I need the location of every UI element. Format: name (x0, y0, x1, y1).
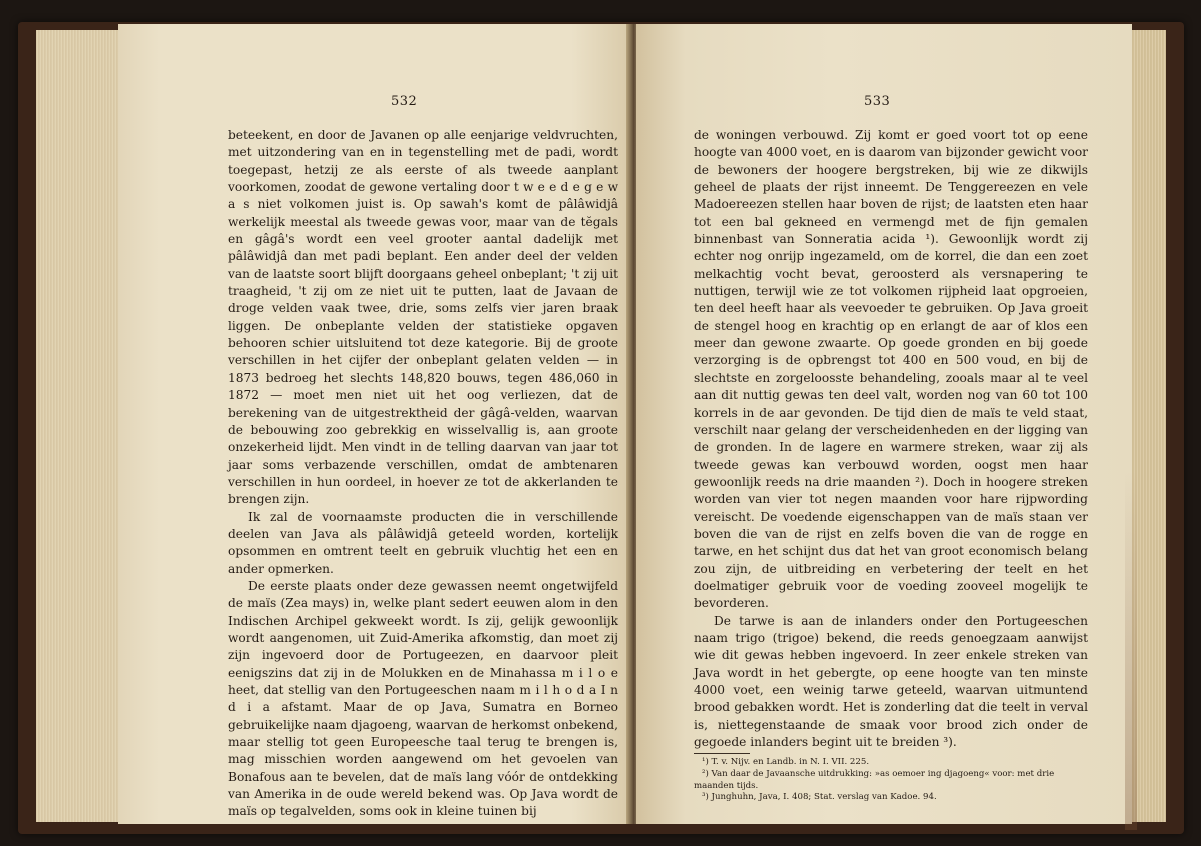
footnotes (694, 757, 1088, 803)
left-page (118, 24, 633, 824)
body-text (228, 127, 618, 821)
footnote-rule (694, 753, 750, 754)
paragraph: De tarwe is aan de inlanders onder den Portugeeschen naam trigo (trigoe) bekend, die reeds genoegzaam aanwijst wie dit gewas hebben ingevoerd. In zeer enkele streken van Java wordt in het gebergte, op eene hoogte van ten minste 4000 voet, een weinig tarwe geteeld, waarvan uitmuntend brood gebakken wordt. Het is zonderling dat die teelt in verval is, niettegenstaande de smaak voor brood zich onder de gegoede inlanders begint uit te breiden ³). (694, 613, 1088, 750)
paragraph: de woningen verbouwd. Zij komt er goed voort tot op eene hoogte van 4000 voet, en is daarom van bijzonder gewicht voor de bewoners der hoogere bergstreken, bij wie ze dikwijls geheel de plaats der rijst inneemt. De Tenggereezen en vele Madoereezen stellen haar boven de rijst; de laatsten eten haar tot een bal gekneed en vermengd met de fijn gemalen binnenbast van Sonneratia acida ¹). Gewoonlijk wordt zij echter nog onrijp ingezameld, om de korrel, die dan een zoet melkachtig vocht bevat, geroosterd als versnapering te nuttigen, terwijl wie ze tot volkomen rijpheid laat opgroeien, ten deel heeft haar als veevoeder te gebruiken. Op Java groeit de stengel hoog en krachtig op en erlangt de aar of klos een meer dan gewone zwaarte. Op goede gronden en bij goede verzorging is de opbrengst tot 400 en 500 voud, en bij de slechtste en zorgeloosste behandeling, zooals maar al te veel aan dit nuttig gewas ten deel valt, worden nog van 60 tot 100 korrels in de aar gevonden. De tijd dien de maïs te veld staat, verschilt naar gelang der verscheidenheden en der ligging van de gronden. In de lagere en warmere streken, waar zij als tweede gewas kan verbouwd worden, oogst men haar gewoonlijk reeds na drie maanden ²). Doch in hoogere streken worden van vier tot negen maanden voor hare rijpwording vereischt. De voedende eigenschappen van de maïs staan ver boven die van de rijst en zelfs boven die van de rogge en tarwe, en het schijnt dus dat het van groot economisch belang zou zijn, de uitbreiding en verbetering der teelt en het doelmatiger gebruik voor de voeding zooveel mogelijk te bevorderen. (694, 128, 1088, 611)
paragraph: Ik zal de voornaamste producten die in verschillende deelen van Java als pâlâwidjâ geteeld worden, kortelijk opsommen en omtrent teelt en gebruik vluchtig het een en ander opmerken. (228, 509, 618, 576)
page-stain (1125, 470, 1137, 830)
right-page (636, 24, 1132, 824)
page-number: 533 (864, 94, 891, 109)
footnote: ¹) T. v. Nijv. en Landb. in N. I. VII. 225. (702, 757, 870, 768)
paragraph: De eerste plaats onder deze gewassen neemt ongetwijfeld de maïs (Zea mays) in, welke plant sedert eeuwen alom in den Indischen Archipel gekweekt wordt. Is zij, gelijk gewoonlijk wordt aangenomen, uit Zuid-Amerika afkomstig, dan moet zij zijn ingevoerd door de Portugeezen, en daarvoor pleit eenigszins dat zij in de Molukken en de Minahassa m i l o e heet, dat stellig van den Portugeeschen naam m i l h o d a I n d i a afstamt. Maar de op Java, Sumatra en Borneo gebruikelijke naam djagoeng, waarvan de herkomst onbekend, maar stellig tot geen Europeesche taal terug te brengen is, mag misschien worden aangewend om het gevoelen van Bonafous aan te bevelen, dat de maïs lang vóór de ontdekking van Amerika in de oude wereld bekend was. Op Java wordt de maïs op tegalvelden, soms ook in kleine tuinen bij (228, 578, 618, 819)
page-number: 532 (391, 94, 418, 109)
body-text (694, 127, 1088, 804)
paragraph: beteekent, en door de Javanen op alle eenjarige veldvruchten, met uitzondering van en in tegenstelling met de padi, wordt toegepast, hetzij ze als eerste of als tweede aanplant voorkomen, zoodat de gewone vertaling door t w e e d e g e w a s niet volkomen juist is. Op sawah's komt de pâlâwidjâ werkelijk meestal als tweede gewas voor, maar van de tĕgals en gâgâ's wordt een veel grooter aantal dadelijk met pâlâwidjâ dan met padi beplant. Een ander deel der velden van de laatste soort blijft doorgaans geheel onbeplant; 't zij uit traagheid, 't zij om ze niet uit te putten, laat de Javaan de droge velden vaak twee, drie, soms zelfs vier jaren braak liggen. De onbeplante velden der statistieke opgaven behooren schier uitsluitend tot deze kategorie. Bij de groote verschillen in het cijfer der onbeplant gelaten velden — in 1873 bedroeg het slechts 148,820 bouws, tegen 486,060 in 1872 — moet men niet uit het oog verliezen, dat de berekening van de uitgestrektheid der gâgâ-velden, waarvan de bebouwing zoo gebrekkig en wisselvallig is, aan groote onzekerheid lijdt. Men vindt in de telling daarvan van jaar tot jaar soms verbazende verschillen, omdat de ambtenaren verschillen in hun oordeel, in hoever ze tot de akkerlanden te brengen zijn. (228, 128, 618, 507)
footnote: ³) Junghuhn, Java, I. 408; Stat. verslag van Kadoe. 94. (702, 792, 937, 803)
footnote: ²) Van daar de Javaansche uitdrukking: »as oemoer ing djagoeng« voor: met drie maanden tijds. (694, 768, 1055, 791)
